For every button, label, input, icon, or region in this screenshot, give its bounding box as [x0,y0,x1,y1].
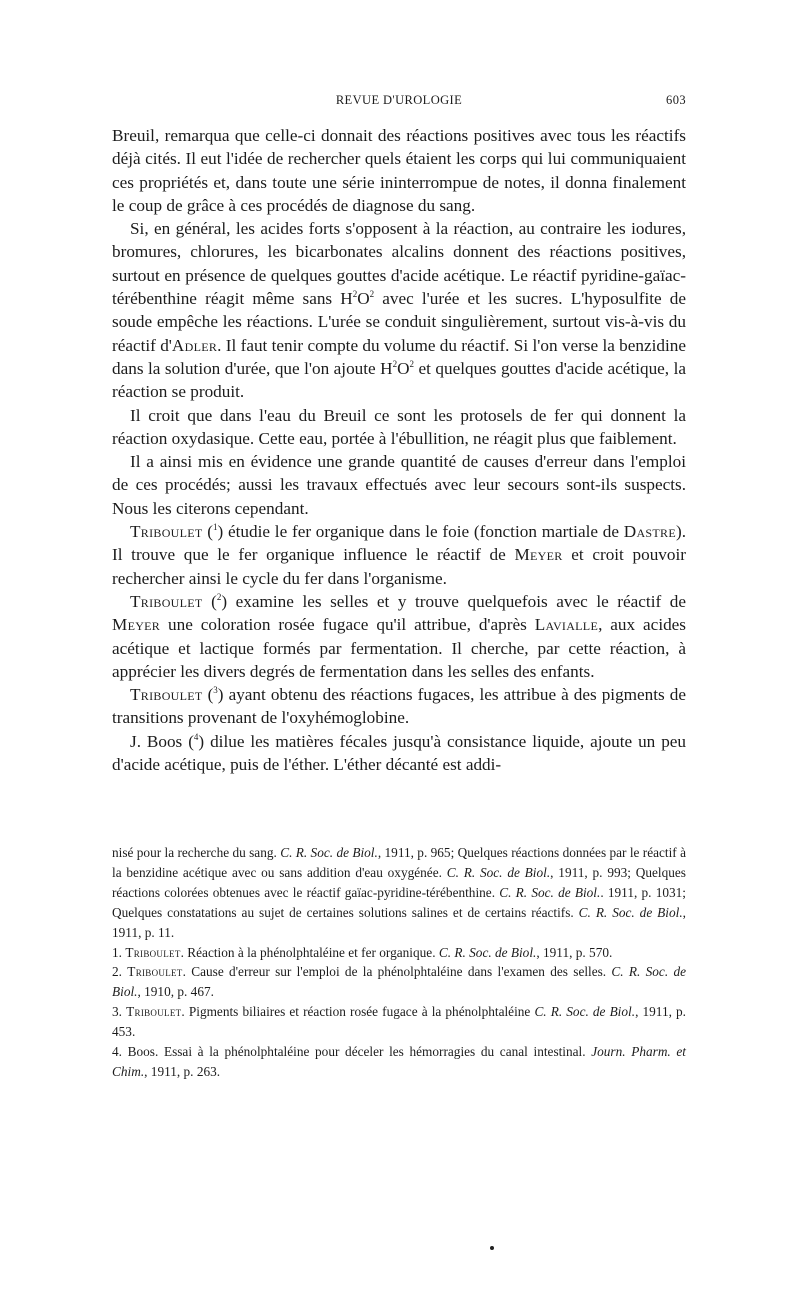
text: Si, en général, les acides forts s'opposent à la réaction, au contraire les iodures, bromures, chlorures, les bicarbonates alcalins donnent des réactions positives, surtout en présence de quelques gouttes d'acide acétique. Le réactif pyridine-gaïac-térébenthine réagit même sans H [112,219,686,309]
paragraph: Triboulet ($^2$) examine les selles et y trouve quelquefois avec le réactif de Meyer une coloration rosée fugace qu'il attribue, d'après Lavialle, aux acides acétique et lactique formés par fermentation. Il cherche, par cette réaction, à apprécier les divers degrés de fermentation dans les selles des enfants. [112,591,687,681]
paragraph: J. Boos ($^4$) dilue les matières fécales jusqu'à consistance liquide, ajoute un peu d'acide acétique, puis de l'éther. L'éther décanté est addi- [112,731,687,775]
text: ayant obtenu des réactions fugaces, les attribue à des pigments de transitions provenant de l'oxyhémoglobine. [112,685,686,728]
footnote-3 [112,1002,686,1042]
text: , 1911, p. 993; Quelques réactions colorées obtenues avec le réactif gaïac-pyridine-térébenthine. [112,864,686,900]
superscript: 2 [409,358,414,369]
author-name: Triboulet [126,1004,182,1020]
paragraph [112,124,686,217]
author-name: Triboulet [130,591,203,611]
text: , aux acides acétique et lactique formés par fermentation. Il cherche, par cette réaction, à apprécier les divers degrés de fermentation dans les selles des enfants. [112,615,687,681]
author-name: Triboulet [127,964,183,980]
text: dilue les matières fécales jusqu'à consistance liquide, ajoute un peu d'acide acétique, puis de l'éther. L'éther décanté est addi- [112,731,687,775]
page-number: 603 [666,93,686,107]
text: Il a ainsi mis en évidence une grande quantité de causes d'erreur dans l'emploi de ces procédés; aussi les travaux effectués avec leur secours sont-ils suspects. Nous les citerons cependant. [112,452,686,518]
text: . Cause d'erreur sur l'emploi de la phénolphtaléine dans l'examen des selles. [182,964,612,980]
author-name: Boos [127,1044,155,1060]
source-title: C. R. Soc. de Biol. [499,884,601,900]
main-text [112,124,686,776]
author-name: Triboulet [130,685,203,705]
text: . Il faut tenir compte du volume du réactif. Si l'on verse la benzidine dans la solution d'urée, que l'on ajoute H [112,335,686,378]
source-title: C. R. Soc. de Biol. [534,1004,636,1020]
source-title: C. R. Soc. de Biol. [280,845,378,860]
author-name: J. Boos [130,731,183,751]
text: ). Il trouve que le fer organique influence le réactif de [112,522,686,565]
text: , 1910, p. 467. [137,984,214,1000]
paragraph: Triboulet ($^1$) étudie le fer organique dans le foie (fonction martiale de Dastre). Il trouve que le fer organique influence le réactif de Meyer et croit pouvoir rechercher ainsi le cycle du fer dans l'organisme. [112,522,686,588]
footnote-number: 2. [112,964,122,980]
text: Il croit que dans l'eau du Breuil ce sont les protosels de fer qui donnent la réaction oxydasique. Cette eau, portée à l'ébullition, ne réagit plus que faiblement. [112,405,686,448]
author-name: Dastre [623,522,676,542]
text: , 1911, p. 453. [112,1004,686,1040]
superscript: 2 [352,289,358,300]
text: nisé pour la recherche du sang. [112,845,281,860]
paragraph: Triboulet ($^3$) ayant obtenu des réactions fugaces, les attribue à des pigments de transitions provenant de l'oxyhémoglobine. [112,685,686,728]
paragraph [112,450,686,520]
text: examine les selles et y trouve quelquefois avec le réactif de [227,591,686,611]
text: , 1911, p. 965; Quelques réactions données par le réactif à la benzidine acétique avec ou sans addition d'eau oxygénée. [112,845,686,880]
text: . Réaction à la phénolphtaléine et fer organique. [180,944,439,960]
running-title: REVUE D'UROLOGIE [335,93,463,107]
superscript: 2 [369,289,375,300]
footnote-1 [112,943,686,963]
text: , 1911, p. 263. [144,1063,221,1079]
text: , 1911, p. 570. [536,944,613,960]
footnote-4 [112,1042,686,1082]
source-title: C. R. Soc. de Biol. [578,904,683,920]
text: . Pigments biliaires et réaction rosée fugace à la phénolphtaléine [181,1004,535,1020]
source-title: C. R. Soc. de Biol. [438,944,537,960]
text: avec l'urée et les sucres. L'hyposulfite de soude empêche les réactions. L'urée se conduit singulièrement, surtout vis-à-vis du réactif d' [112,289,686,355]
author-name: Lavialle [534,615,599,635]
footnote-ref[interactable]: 4 [193,731,199,742]
running-head [112,93,686,113]
footnote-number: 1. [112,944,122,960]
text: et croit pouvoir rechercher ainsi le cycle du fer dans l'organisme. [112,545,686,588]
author-name: Meyer [514,545,563,565]
footnote-ref[interactable]: 1 [213,522,218,533]
superscript: 2 [392,358,398,369]
text: , 1911, p. 11. [112,904,686,940]
footnote-2 [112,962,686,1002]
footnote-ref[interactable]: 3 [213,685,218,696]
source-title: Journ. Pharm. et Chim. [112,1044,686,1079]
footnotes [112,843,686,1082]
footnote-number: 3. [112,1004,122,1020]
text: Breuil, remarqua que celle-ci donnait des réactions positives avec tous les réactifs déjà cités. Il eut l'idée de rechercher quels étaient les corps qui lui communiquaient ces propriétés et, dans toute une série ininterrompue de notes, il donna finalement le coup de grâce à ces procédés de diagnose du sang. [112,126,686,215]
author-name: Triboulet [125,944,181,960]
author-name: Triboulet [130,522,203,542]
paragraph [112,404,686,451]
footnote-number: 4. [112,1044,122,1060]
text: une coloration rosée fugace qu'il attribue, d'après [160,615,535,635]
text: O [357,289,370,309]
footnote-continuation [112,843,686,943]
text: O [397,358,410,378]
text: . 1911, p. 1031; Quelques constatations au sujet de certaines solutions salines et de certains réactifs. [112,884,686,920]
source-title: C. R. Soc. de Biol. [112,964,687,1000]
text: et quelques gouttes d'acide acétique, la réaction se produit. [112,358,686,402]
author-name: Meyer [112,615,161,635]
source-title: C. R. Soc. de Biol. [446,864,551,880]
paragraph [112,217,686,403]
text: . Essai à la phénolphtaléine pour déceler les hémorragies du canal intestinal. [154,1044,592,1060]
author-name: Adler [171,335,218,355]
footnote-ref[interactable]: 2 [216,591,222,602]
text: étudie le fer organique dans le foie (fonction martiale de [223,522,624,542]
ink-speck [490,1246,494,1250]
